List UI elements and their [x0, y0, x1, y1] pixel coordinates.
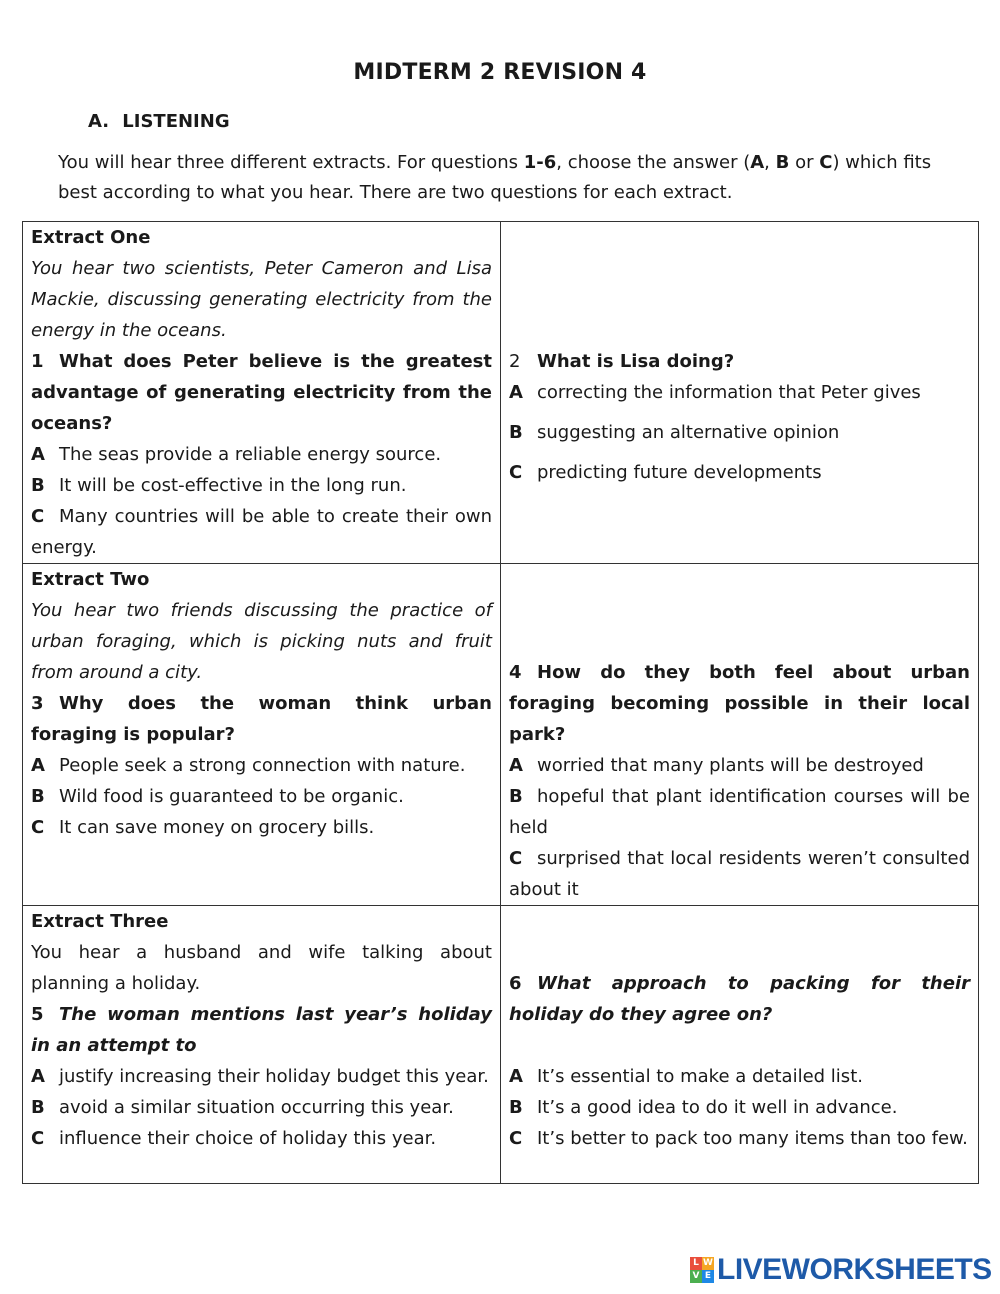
- answer-option[interactable]: [509, 843, 970, 905]
- question: [31, 346, 492, 439]
- answer-option[interactable]: [31, 501, 492, 563]
- option-text: It’s better to pack too many items than too few.: [537, 1128, 968, 1149]
- section-heading: [88, 111, 230, 132]
- question-text: What is Lisa doing?: [537, 351, 735, 372]
- question-range: 1-6: [523, 152, 557, 173]
- instructions-text: You will hear three different extracts. For questions: [58, 152, 524, 173]
- instructions-text: ) which fits best according to what you hear. There are two questions for each extract.: [58, 152, 932, 203]
- instructions: [58, 148, 938, 208]
- option-a-label: A: [750, 152, 765, 173]
- option-text: It’s a good idea to do it well in advance.: [537, 1097, 898, 1118]
- option-text: justify increasing their holiday budget this year.: [59, 1066, 489, 1087]
- option-text: It’s essential to make a detailed list.: [537, 1066, 863, 1087]
- question: [31, 999, 492, 1061]
- section-number: A.: [88, 111, 110, 132]
- answer-option[interactable]: [31, 1092, 492, 1123]
- question-text: The woman mentions last year’s holiday in an attempt to: [31, 1004, 492, 1056]
- option-letter: A: [509, 755, 523, 776]
- extract-row: [23, 906, 979, 1184]
- option-text: People seek a strong connection with nature.: [59, 755, 466, 776]
- extract-cell: [23, 564, 501, 906]
- option-letter: B: [509, 786, 523, 807]
- option-letter: A: [31, 755, 45, 776]
- extract-row: [23, 564, 979, 906]
- option-letter: C: [31, 1128, 45, 1149]
- option-text: Many countries will be able to create their own energy.: [31, 506, 492, 558]
- question-text: What approach to packing for their holiday do they agree on?: [509, 973, 970, 1025]
- option-text: suggesting an alternative opinion: [537, 422, 840, 443]
- option-letter: C: [31, 817, 45, 838]
- extract-heading: Extract Two: [31, 569, 150, 590]
- instructions-text: , choose the answer (: [556, 152, 751, 173]
- option-c-label: C: [819, 152, 833, 173]
- questions-table: [22, 221, 979, 1184]
- option-letter: A: [31, 1066, 45, 1087]
- answer-option[interactable]: [509, 1123, 970, 1154]
- option-letter: C: [509, 462, 523, 483]
- question-text: What does Peter believe is the greatest advantage of generating electricity from the oceans?: [31, 351, 492, 434]
- extract-row: [23, 222, 979, 564]
- option-letter: A: [509, 382, 523, 403]
- extract-cell: [23, 906, 501, 1184]
- question-number: 3: [31, 693, 44, 714]
- option-text: It can save money on grocery bills.: [59, 817, 375, 838]
- answer-option[interactable]: [509, 417, 970, 448]
- option-text: surprised that local residents weren’t consulted about it: [509, 848, 970, 900]
- liveworksheets-logo-text: LIVEWORKSHEETS: [717, 1253, 992, 1286]
- answer-option[interactable]: [509, 1092, 970, 1123]
- answer-option[interactable]: [31, 1061, 492, 1092]
- section-label: LISTENING: [122, 111, 230, 132]
- question-text: Why does the woman think urban foraging is popular?: [31, 693, 492, 745]
- question: [509, 346, 970, 377]
- answer-option[interactable]: [509, 1061, 970, 1092]
- option-letter: B: [31, 1097, 45, 1118]
- extract-heading: Extract Three: [31, 911, 169, 932]
- answer-option[interactable]: [31, 439, 492, 470]
- option-text: influence their choice of holiday this year.: [59, 1128, 437, 1149]
- answer-option[interactable]: [31, 812, 492, 843]
- question-number: 1: [31, 351, 44, 372]
- question: [509, 968, 970, 1030]
- option-text: It will be cost-effective in the long run.: [59, 475, 407, 496]
- option-letter: A: [31, 444, 45, 465]
- extract-context: You hear two friends discussing the practice of urban foraging, which is picking nuts and fruit from around a city.: [31, 600, 492, 683]
- option-letter: B: [509, 1097, 523, 1118]
- option-letter: B: [509, 422, 523, 443]
- option-text: predicting future developments: [537, 462, 822, 483]
- option-letter: C: [31, 506, 45, 527]
- question-number: 2: [509, 351, 521, 372]
- liveworksheets-logo-icon: [690, 1257, 714, 1283]
- option-text: Wild food is guaranteed to be organic.: [59, 786, 404, 807]
- option-text: correcting the information that Peter gives: [537, 382, 921, 403]
- answer-option[interactable]: [31, 781, 492, 812]
- option-letter: C: [509, 848, 523, 869]
- option-text: avoid a similar situation occurring this year.: [59, 1097, 454, 1118]
- question-number: 6: [509, 973, 522, 994]
- option-b-label: B: [775, 152, 790, 173]
- extract-context: You hear two scientists, Peter Cameron and Lisa Mackie, discussing generating electricity from the energy in the oceans.: [31, 258, 492, 341]
- question-number: 4: [509, 662, 522, 683]
- logo-icon-cell: V: [690, 1270, 702, 1283]
- answer-option[interactable]: [509, 377, 970, 408]
- answer-option[interactable]: [31, 470, 492, 501]
- logo-icon-cell: L: [690, 1257, 702, 1270]
- option-letter: C: [509, 1128, 523, 1149]
- option-letter: B: [31, 786, 45, 807]
- extract-context: You hear a husband and wife talking about planning a holiday.: [31, 942, 492, 994]
- question-cell: [501, 906, 979, 1184]
- question: [31, 688, 492, 750]
- option-text: The seas provide a reliable energy source.: [59, 444, 442, 465]
- answer-option[interactable]: [509, 457, 970, 488]
- instructions-text: ,: [764, 152, 776, 173]
- answer-option[interactable]: [509, 750, 970, 781]
- logo-icon-cell: W: [703, 1258, 713, 1268]
- option-text: worried that many plants will be destroyed: [537, 755, 924, 776]
- extract-cell: [23, 222, 501, 564]
- question-text: How do they both feel about urban foraging becoming possible in their local park?: [509, 662, 970, 745]
- extract-heading: Extract One: [31, 227, 151, 248]
- page-title: MIDTERM 2 REVISION 4: [353, 60, 647, 85]
- logo-icon-cell: E: [702, 1270, 714, 1283]
- option-text: hopeful that plant identification courses will be held: [509, 786, 970, 838]
- liveworksheets-logo[interactable]: [690, 1252, 992, 1288]
- answer-option[interactable]: [31, 1123, 492, 1154]
- question-cell: [501, 222, 979, 564]
- question-cell: [501, 564, 979, 906]
- answer-option[interactable]: [31, 750, 492, 781]
- option-letter: A: [509, 1066, 523, 1087]
- instructions-text: or: [789, 152, 820, 173]
- question: [509, 657, 970, 750]
- answer-option[interactable]: [509, 781, 970, 843]
- question-number: 5: [31, 1004, 44, 1025]
- option-letter: B: [31, 475, 45, 496]
